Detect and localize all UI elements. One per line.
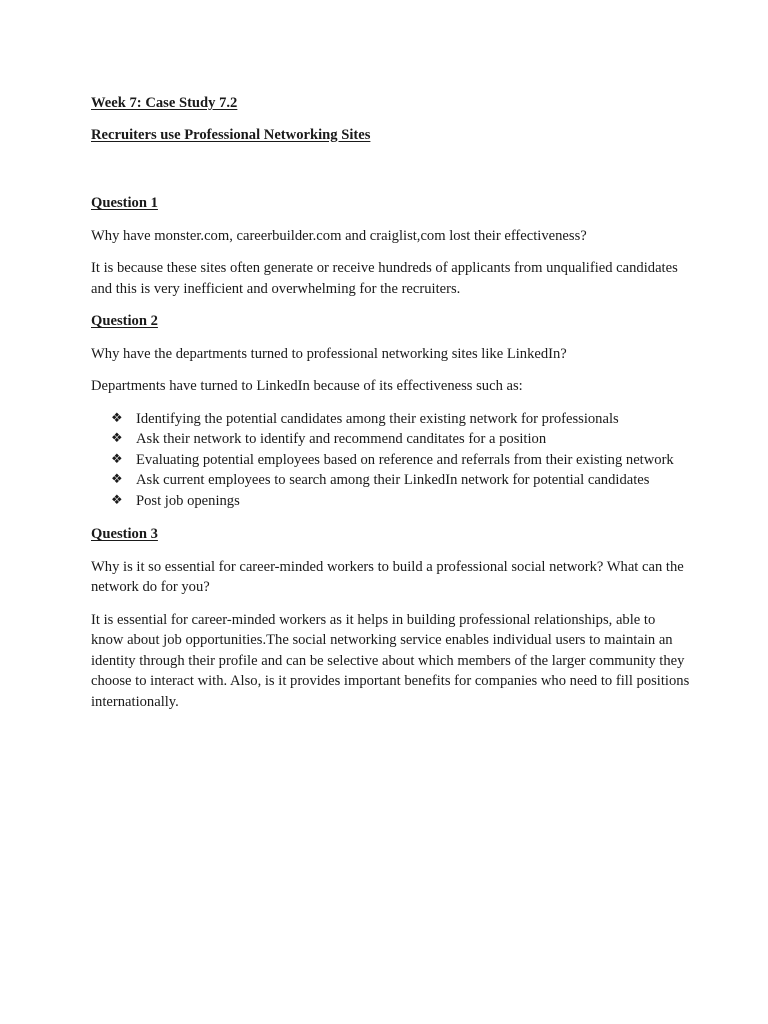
question-2-prompt: Why have the departments turned to professional networking sites like LinkedIn?: [91, 345, 567, 362]
four-diamond-bullet-icon: ❖: [111, 492, 123, 508]
question-1-heading: Question 1: [91, 195, 158, 211]
list-item-text: Post job openings: [136, 492, 240, 509]
list-item: [91, 491, 691, 512]
four-diamond-bullet-icon: ❖: [111, 431, 123, 446]
case-study-title: Recruiters use Professional Networking Sites: [91, 126, 371, 143]
question-1-prompt: Why have monster.com, careerbuilder.com and craiglist,com lost their effectiveness?: [91, 227, 587, 244]
list-item-text: Ask their network to identify and recommend canditates for a position: [136, 431, 547, 447]
question-2-answer: Departments have turned to LinkedIn because of its effectiveness such as:: [91, 378, 523, 394]
list-item: [91, 409, 691, 430]
list-item: [91, 429, 691, 450]
question-3-prompt: Why is it so essential for career-minded workers to build a professional social network? What can the network do for you?: [91, 558, 684, 595]
list-item: [91, 450, 691, 471]
document-body: [91, 93, 691, 712]
week-title: Week 7: Case Study 7.2: [91, 95, 238, 111]
four-diamond-bullet-icon: ❖: [111, 451, 123, 467]
list-item-text: Evaluating potential employees based on reference and referrals from their existing network: [136, 451, 674, 468]
linkedin-benefits-list: [91, 409, 691, 512]
list-item: [91, 470, 691, 491]
list-item-text: Identifying the potential candidates among their existing network for professionals: [136, 410, 619, 427]
question-1-answer: It is because these sites often generate or receive hundreds of applicants from unqualified candidates and this is very inefficient and overwhelming for the recruiters.: [91, 260, 678, 297]
question-3-answer: It is essential for career-minded workers as it helps in building professional relationships, able to know about job opportunities.The social networking service enables individual users to maintain an identity through their profile and can be selective about which members of the larger community they choose to interact with. Also, is it provides important benefits for companies who need to fill positions internationally.: [91, 611, 690, 710]
question-2-heading: Question 2: [91, 313, 158, 329]
question-3-heading: Question 3: [91, 526, 158, 542]
list-item-text: Ask current employees to search among their LinkedIn network for potential candidates: [136, 472, 650, 488]
four-diamond-bullet-icon: ❖: [111, 472, 123, 487]
four-diamond-bullet-icon: ❖: [111, 410, 123, 426]
